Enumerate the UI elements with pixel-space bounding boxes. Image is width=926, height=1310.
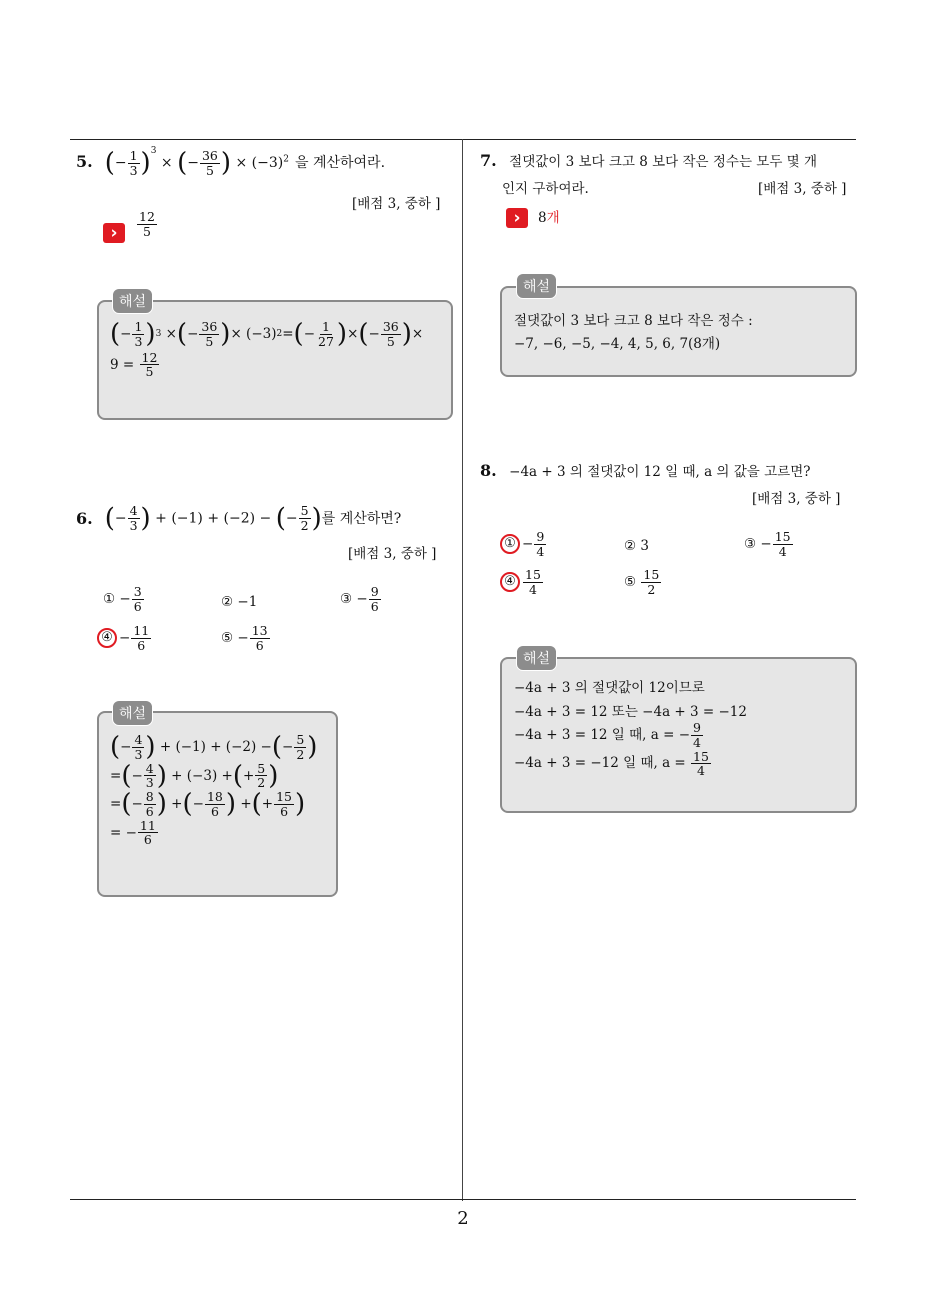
question-number: 8.: [480, 461, 497, 480]
answer-circle-icon: ①: [500, 534, 520, 554]
q7-solution-label: 해설: [516, 273, 557, 299]
q5-meta: [배점 3, 중하 ]: [352, 196, 441, 212]
question-6: [76, 504, 401, 533]
q6-solution-text: ( − $\frac{4}{3}$ ) + (−1) + (−2) − ( − $\frac{5}{2}$ ) = ( − $\frac{4}{3}$ ) + (−3) + ( + $\frac{5}{2}$ ) = ( − $\frac{8}{6}$ ) + ( − $\frac{18}{6}$ ) + ( + $\frac{15}{6}$ ) = − $\frac{11}{6}$: [110, 732, 318, 848]
answer-arrow-icon: ›: [103, 223, 125, 243]
q5-suffix: 을 계산하여라.: [294, 154, 386, 171]
q5-solution-text: ( − $\frac{1}{3}$ ) 3 × ( − $\frac{36}{5}$ ) × (−3) 2 = ( − $\frac{1}{27}$ ) × ( − $\frac{36}{5}$ ) × 9 = $\frac{12}{5}$: [110, 319, 424, 380]
q8-meta: [배점 3, 중하 ]: [752, 491, 841, 507]
question-number: 6.: [76, 508, 93, 528]
answer-circle-icon: ④: [500, 572, 520, 592]
answer-arrow-icon: ›: [506, 208, 528, 228]
question-8: [480, 460, 860, 480]
q5-expression: (− $\frac{1}{3}$ )$^3$ × (− $\frac{36}{5}$ ) × $(-3)^2$: [104, 146, 289, 178]
q8-option-3[interactable]: ③ − $\frac{15}{4}$: [744, 529, 791, 559]
q7-answer: 8개: [538, 210, 560, 226]
q6-option-4[interactable]: ④ − $\frac{11}{6}$: [97, 624, 152, 653]
q8-option-2[interactable]: ② 3: [624, 538, 649, 554]
q8-option-4[interactable]: ④ $\frac{15}{4}$: [500, 568, 544, 597]
question-number: 7.: [480, 151, 497, 170]
q8-option-5[interactable]: ⑤ $\frac{15}{2}$: [624, 567, 660, 597]
top-rule: [70, 139, 856, 140]
q5-solution-label: 해설: [112, 288, 153, 314]
q5-answer: $\frac{12}{5}$: [139, 209, 155, 239]
q6-meta: [배점 3, 중하 ]: [348, 546, 437, 562]
q7-text-line2: 인지 구하여라.: [502, 181, 589, 197]
q6-suffix: 를 계산하면?: [321, 511, 402, 528]
q8-solution-text: −4a + 3 의 절댓값이 12이므로 −4a + 3 = 12 또는 −4a + 3 = −12 −4a + 3 = 12 일 때, a = − $\frac{9}{4}$ −4a + 3 = −12 일 때, a = $\frac{15}{4}$: [514, 680, 747, 779]
q6-option-3[interactable]: ③ − $\frac{9}{6}$: [340, 584, 379, 614]
bottom-rule: [70, 1199, 856, 1200]
q7-text-line1: 절댓값이 3 보다 크고 8 보다 작은 정수는 모두 몇 개: [509, 154, 818, 170]
page-number: 2: [457, 1208, 469, 1229]
question-5: [76, 146, 385, 177]
q6-option-2[interactable]: ② −1: [221, 594, 258, 610]
question-7: [480, 150, 860, 170]
q6-expression: (− $\frac{4}{3}$ ) + (−1) + (−2) − (− $\frac{5}{2}$ ): [104, 503, 322, 534]
q6-option-1[interactable]: ① − $\frac{3}{6}$: [103, 584, 142, 614]
q8-text: −4a + 3 의 절댓값이 12 일 때, a 의 값을 고르면?: [509, 464, 811, 480]
q6-option-5[interactable]: ⑤ − $\frac{13}{6}$: [221, 623, 268, 653]
question-number: 5.: [76, 152, 93, 172]
q7-solution-text: 절댓값이 3 보다 크고 8 보다 작은 정수 : −7, −6, −5, −4, 4, 5, 6, 7(8개): [514, 313, 753, 352]
q7-meta: [배점 3, 중하 ]: [758, 181, 847, 197]
column-divider: [462, 139, 463, 1201]
q6-solution-label: 해설: [112, 700, 153, 726]
q8-solution-label: 해설: [516, 645, 557, 671]
q8-option-1[interactable]: ① − $\frac{9}{4}$: [500, 530, 547, 559]
answer-circle-icon: ④: [97, 628, 117, 648]
